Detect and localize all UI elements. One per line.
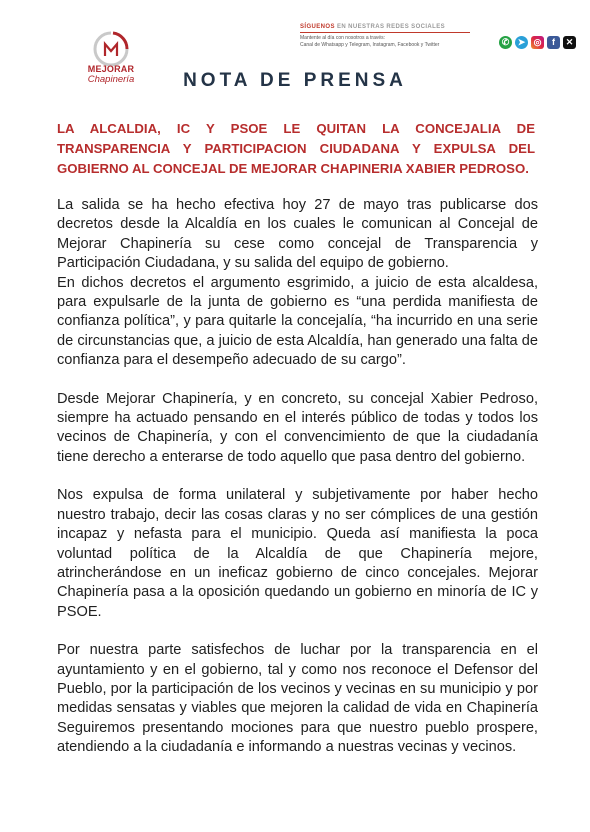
- logo-line2: Chapinería: [87, 74, 135, 85]
- press-body: [57, 196, 538, 777]
- social-subtitle: [300, 35, 490, 49]
- facebook-icon[interactable]: f: [547, 36, 560, 49]
- paragraph-3: Desde Mejorar Chapinería, y en concreto, su concejal Xabier Pedroso, siempre ha actuado pensando en el interés público de todas y todos los vecinos de Chapinería, y con el convencimiento de que la ciudadanía tiene derecho a enterarse de todo aquello que pasa dentro del gobierno.: [57, 390, 538, 465]
- telegram-icon[interactable]: ➤: [515, 36, 528, 49]
- paragraph-2: En dichos decretos el argumento esgrimido, a juicio de esta alcaldesa, para expulsarle de la junta de gobierno es “una perdida manifiesta de confianza política”, y para quitarle la concejalía, “ha incurrido en una serie de circunstancias que, a juicio de esta Alcaldía, han generado una falta de confianza para el desempeño adecuado de su cargo”.: [57, 274, 538, 369]
- paragraph-1: La salida se ha hecho efectiva hoy 27 de mayo tras publicarse dos decretos desde la Alcaldía en los cuales le comunican al Concejal de Mejorar Chapinería su cese como concejal de Transparencia y Participación Ciudadana, y su salida del equipo de gobierno.: [57, 197, 538, 272]
- social-icons: [499, 36, 576, 49]
- x-icon[interactable]: ✕: [563, 36, 576, 49]
- whatsapp-icon[interactable]: ✆: [499, 36, 512, 49]
- social-title-rest: EN NUESTRAS REDES SOCIALES: [336, 24, 446, 30]
- logo-line1: MEJORAR: [87, 64, 135, 74]
- social-banner: [300, 24, 582, 56]
- social-line1: Mantente al día con nosotros a través:: [300, 35, 386, 41]
- social-title: [300, 24, 470, 33]
- social-title-highlight: SÍGUENOS: [300, 24, 335, 30]
- paragraph-5: Por nuestra parte satisfechos de luchar por la transparencia en el ayuntamiento y en el gobierno, tal y como nos reconoce el Defensor del Pueblo, por la participación de los vecinos y vecinas en su municipio y por medidas sensatas y viables que mejoren la calidad de vida en Chapinería Seguiremos presentando mociones para que nuestro pueblo prospere, atendiendo a la ciudadanía e informando a nuestras vecinas y vecinos.: [57, 642, 538, 756]
- logo-circle-icon: [91, 30, 131, 68]
- page-title: NOTA DE PRENSA: [183, 70, 407, 91]
- paragraph-4: Nos expulsa de forma unilateral y subjetivamente por haber hecho nuestro trabajo, decir las cosas claras y no ser cómplices de una gestión incapaz y nefasta para el municipio. Queda así manifiesta la poca voluntad política de la Alcaldía de que Chapinería mejore, atrincherándose en un ineficaz gobierno de cinco concejales. Mejorar Chapinería pasa a la oposición quedando un gobierno en minoría de IC y PSOE.: [57, 487, 538, 620]
- headline: LA ALCALDIA, IC Y PSOE LE QUITAN LA CONCEJALIA DE TRANSPARENCIA Y PARTICIPACION CIUDADANA Y EXPULSA DEL GOBIERNO AL CONCEJAL DE MEJORAR CHAPINERIA XABIER PEDROSO.: [57, 121, 535, 176]
- instagram-icon[interactable]: ◎: [531, 36, 544, 49]
- social-line2: Canal de Whatsapp y Telegram, Instagram, Facebook y Twitter: [300, 42, 440, 48]
